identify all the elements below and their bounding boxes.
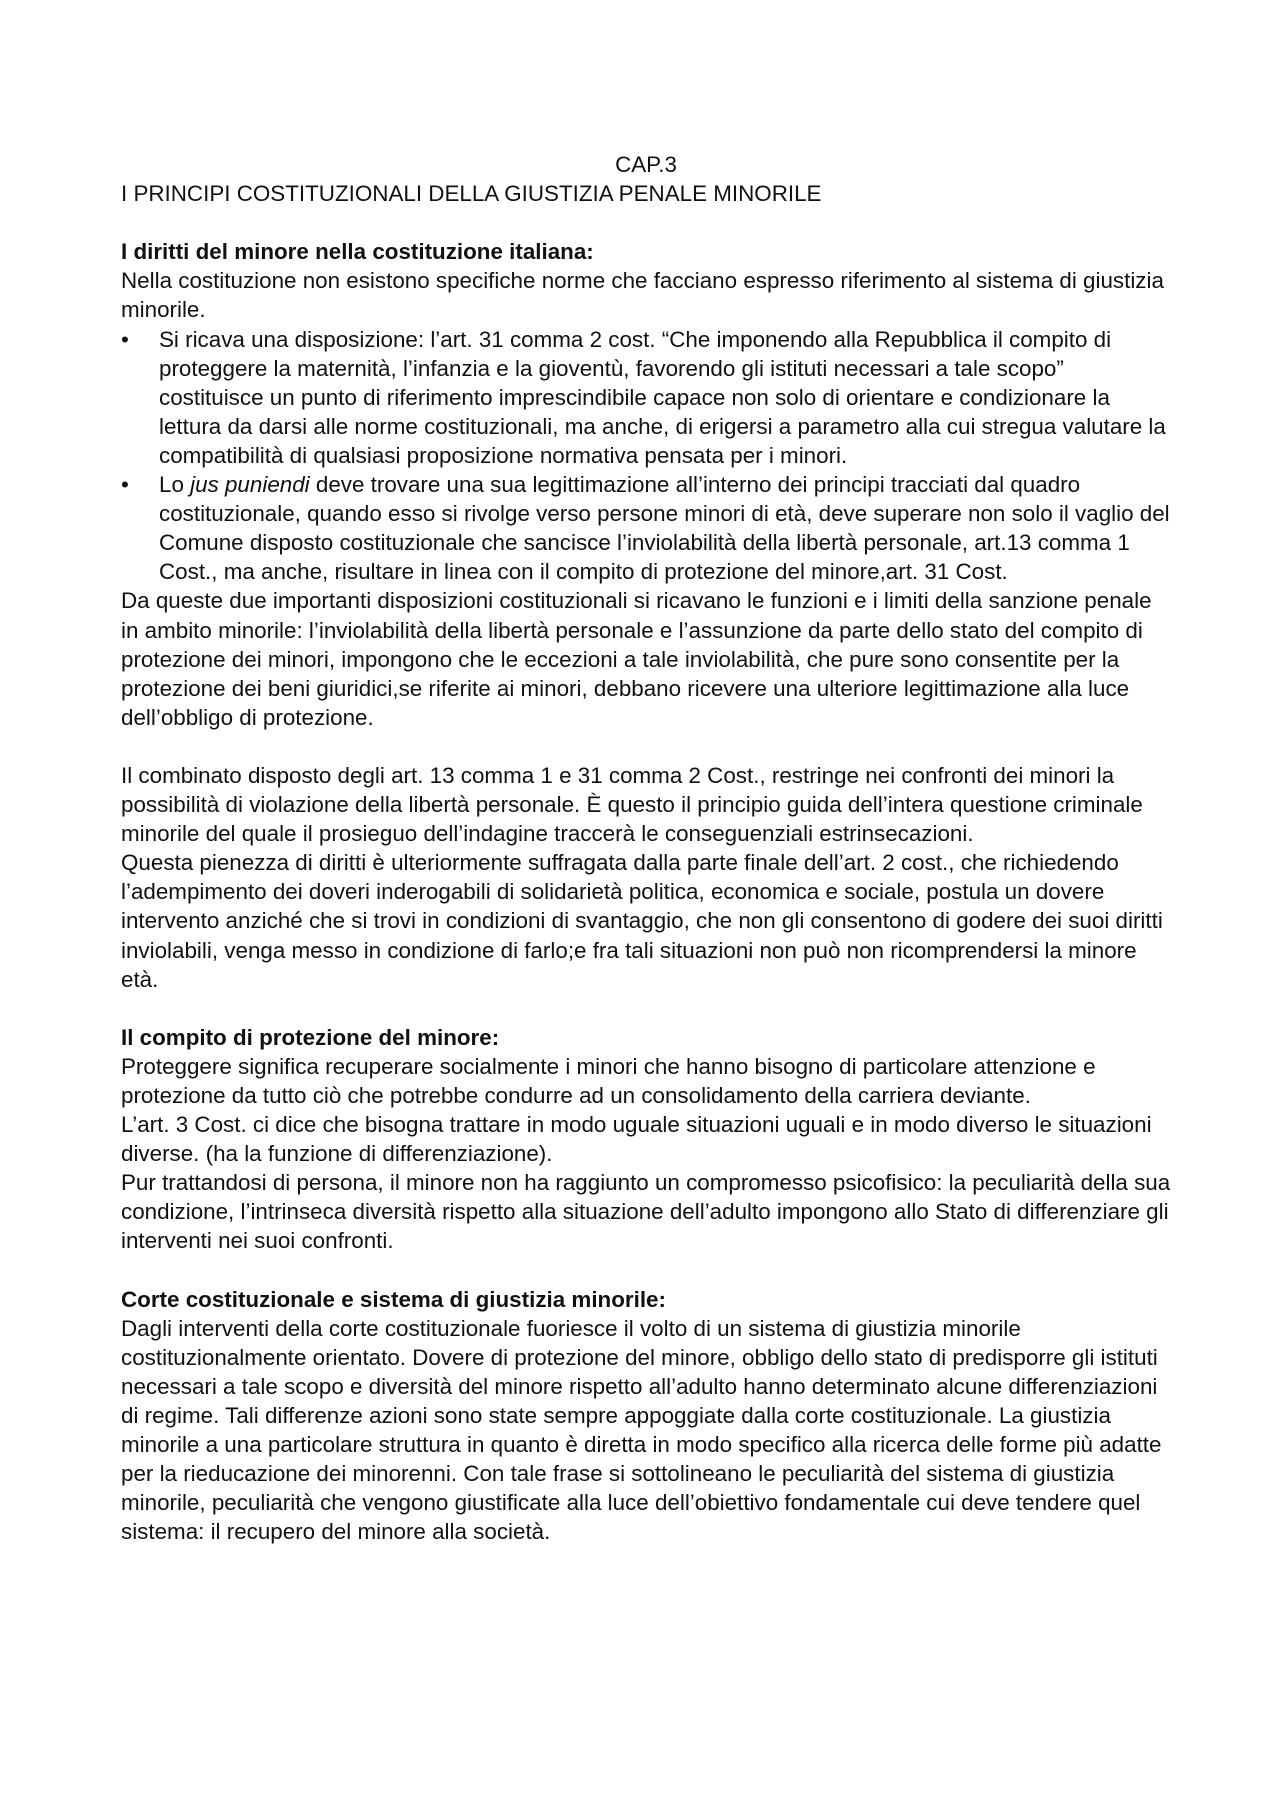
paragraph: Il combinato disposto degli art. 13 comma 1 e 31 comma 2 Cost., restringe nei confronti dei minori la possibilità di violazione della libertà personale. È questo il principio guida dell’intera questione criminale minorile del quale il prosieguo dell’indagine traccerà le conseguenziali estrinsecazioni. — [121, 762, 1143, 847]
bullet-list — [121, 325, 1171, 587]
bullet-item-italic-term: jus puniendi — [190, 472, 310, 498]
bullet-item-art31 — [121, 325, 1171, 470]
paragraph: Da queste due importanti disposizioni costituzionali si ricavano le funzioni e i limiti della sanzione penale in ambito minorile: l’inviolabilità della libertà personale e l’assunzione da parte dello stato del compito di protezione dei minori, impongono che le eccezioni a tale inviolabilità, che pure sono consentite per la protezione dei beni giuridici,se riferite ai minori, debbano ricevere una ulteriore legittimazione alla luce dell’obbligo di protezione. — [121, 588, 1152, 730]
paragraph: Pur trattandosi di persona, il minore non ha raggiunto un compromesso psicofisico: la peculiarità della sua condizione, l’intrinseca diversità rispetto alla situazione dell’adulto impongono allo Stato di differenziare gli interventi nei suoi confronti. — [121, 1170, 1171, 1254]
bullet-item-text: Si ricava una disposizione: l’art. 31 comma 2 cost. “Che imponendo alla Repubblica il compito di proteggere la maternità, l’infanzia e la gioventù, favorendo gli istituti necessari a tale scopo” costituisce un punto di riferimento imprescindibile capace non solo di orientare e condizionare la lettura da darsi alle norme costituzionali, ma anche, di erigersi a parametro alla cui stregua valutare la compatibilità di qualsiasi proposizione normativa pensata per i minori. — [159, 326, 1166, 468]
bullet-item-prefix: Lo — [159, 472, 191, 498]
chapter-number: CAP.3 — [615, 152, 677, 177]
spacer — [121, 208, 1171, 237]
bullet-icon: • — [121, 326, 129, 352]
spacer — [121, 994, 1171, 1023]
section-intro-paragraph: Nella costituzione non esistono specifiche norme che facciano espresso riferimento al sistema di giustizia minorile. — [121, 268, 1164, 323]
section-heading-corte: Corte costituzionale e sistema di giustizia minorile: — [121, 1286, 666, 1312]
document-page — [121, 150, 1171, 1547]
paragraph: Dagli interventi della corte costituzionale fuoriesce il volto di un sistema di giustizia minorile costituzionalmente orientato. Dovere di protezione del minore, obbligo dello stato di predisporre gli istituti necessari a tale scopo e diversità del minore rispetto all’adulto hanno determinato alcune differenziazioni di regime. Tali differenze azioni sono state sempre appoggiate dalla corte costituzionale. La giustizia minorile a una particolare struttura in quanto è diretta in modo specifico alla ricerca delle forme più adatte per la rieducazione dei minorenni. Con tale frase si sottolineano le peculiarità del sistema di giustizia minorile, peculiarità che vengono giustificate alla luce dell’obiettivo fondamentale cui deve tendere quel sistema: il recupero del minore alla società. — [121, 1315, 1162, 1545]
section-heading-protezione: Il compito di protezione del minore: — [121, 1024, 500, 1050]
section-heading-diritti: I diritti del minore nella costituzione italiana: — [121, 239, 594, 265]
paragraph: L’art. 3 Cost. ci dice che bisogna trattare in modo uguale situazioni uguali e in modo diverso le situazioni diverse. (ha la funzione di differenziazione). — [121, 1112, 1152, 1167]
paragraph: Proteggere significa recuperare socialmente i minori che hanno bisogno di particolare attenzione e protezione da tutto ciò che potrebbe condurre ad un consolidamento della carriera deviante. — [121, 1053, 1096, 1108]
spacer — [121, 732, 1171, 761]
bullet-icon: • — [121, 472, 129, 498]
chapter-title: I PRINCIPI COSTITUZIONALI DELLA GIUSTIZIA PENALE MINORILE — [121, 181, 822, 207]
paragraph: Questa pienezza di diritti è ulteriormente suffragata dalla parte finale dell’art. 2 cost., che richiedendo l’adempimento dei doveri inderogabili di solidarietà politica, economica e sociale, postula un dovere intervento anziché che si trovi in condizioni di svantaggio, che non gli consentono di godere dei suoi diritti inviolabili, venga messo in condizione di farlo;e fra tali situazioni non può non ricomprendersi la minore età. — [121, 850, 1163, 992]
spacer — [121, 1256, 1171, 1285]
bullet-item-text: deve trovare una sua legittimazione all’interno dei principi tracciati dal quadro costituzionale, quando esso si rivolge verso persone minori di età, deve superare non solo il vaglio del Comune disposto costituzionale che sancisce l’inviolabilità della libertà personale, art.13 comma 1 Cost., ma anche, risultare in linea con il compito di protezione del minore,art. 31 Cost. — [159, 472, 1170, 585]
bullet-item-jus-puniendi — [121, 470, 1171, 586]
